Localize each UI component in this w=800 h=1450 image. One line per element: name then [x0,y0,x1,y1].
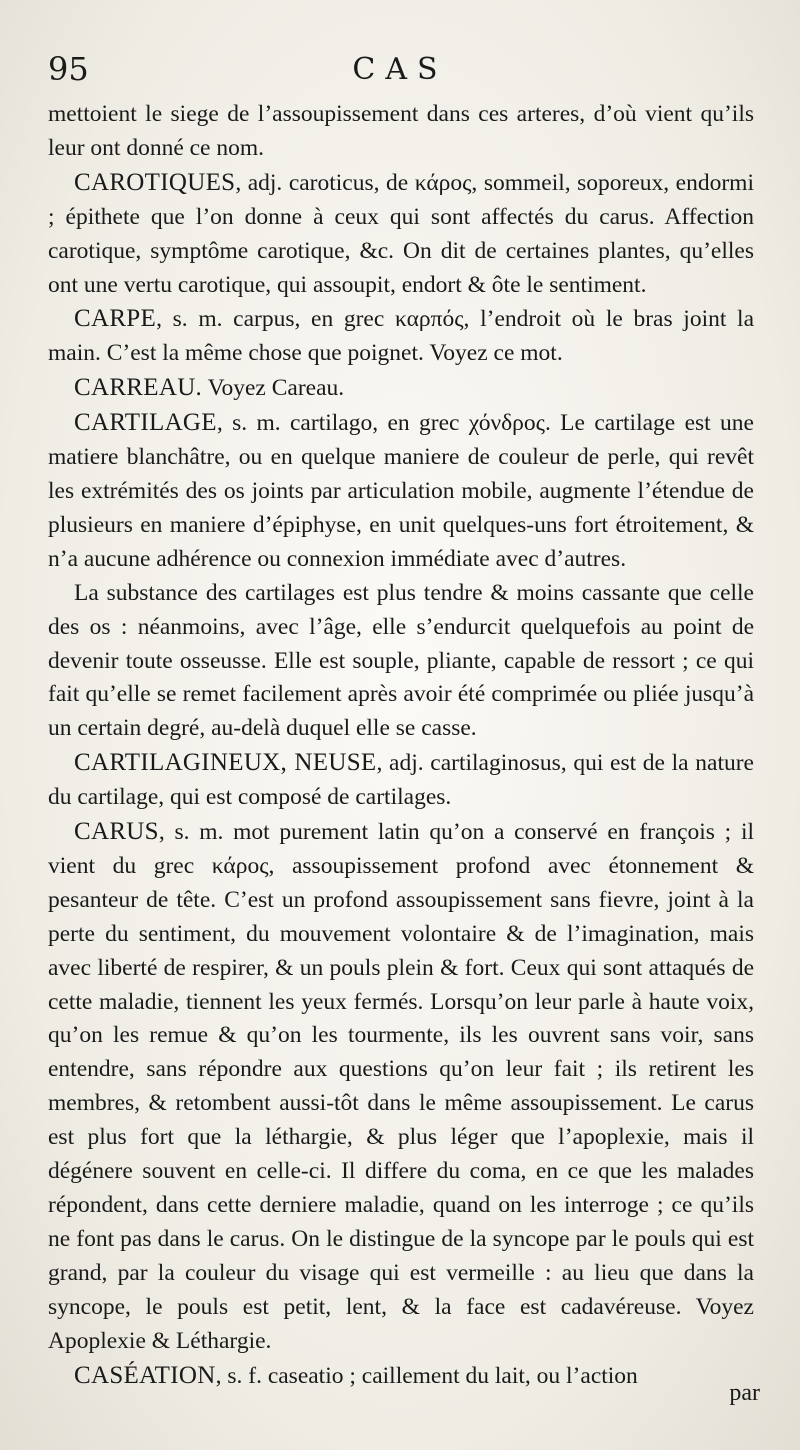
entry-headword: CARTILAGE [74,409,217,437]
entry-cartilage [48,406,754,577]
entry-headword: CARREAU. [74,374,203,402]
catchword: par [729,1380,760,1406]
entry-carotiques [48,166,754,303]
entry-text: , s. m. mot purement latin qu’on a conservé en françois ; il vient du grec κάρος, assoupissement profond avec étonnement & pesanteur de tête. C’est un profond assoupissement sans fievre, joint à la perte du sentiment, du mouvement volontaire & de l’imagination, mais avec liberté de respirer, & un pouls plein & fort. Ceux qui sont attaqués de cette maladie, tiennent les yeux fermés. Lorsqu’on leur parle à haute voix, qu’on les remue & qu’on les tourmente, ils les ouvrent sans voir, sans entendre, sans répondre aux questions qu’on leur fait ; ils retirent les membres, & retombent aussi-tôt dans le même assoupissement. Le carus est plus fort que la léthargie, & plus léger que l’apoplexie, mais il dégénere souvent en celle-ci. Il differe du coma, en ce que les malades répondent, dans cette derniere maladie, quand on les interroge ; ce qu’ils ne font pas dans le carus. On le distingue de la syncope par le pouls qui est grand, par la couleur du visage qui est vermeille : au lieu que dans la syncope, le pouls est petit, lent, & la face est cadavéreuse. Voyez Apoplexie & Léthargie. [48,819,754,1354]
page-header [40,50,760,94]
entry-headword: CASÉATION [74,1361,216,1389]
entry-text: , s. f. caseatio ; caillement du lait, ou l’action [215,1362,638,1389]
entry-text: mettoient le siege de l’assoupissement dans ces arteres, d’où vient qu’ils leur ont donné ce nom. [48,101,754,161]
entry-text: Voyez Careau. [207,375,345,402]
entry-headword: CARTILAGINEUX, NEUSE [74,749,377,777]
entry-carus [48,815,754,1359]
page-number: 95 [48,50,89,88]
entry-headword: CAROTIQUES [74,168,236,196]
entry-text: , adj. cartilaginosus, qui est de la nature du cartilage, qui est composé de cartilages. [48,750,754,811]
entry-headword: CARPE [74,305,157,333]
entry-headword: CARUS [74,818,159,846]
running-head: CAS [352,52,448,87]
entry-text: , s. m. cartilago, en grec χόνδρος. Le cartilage est une matiere blanchâtre, ou en quelque maniere de couleur de perle, qui revêt les extrémités des os joints par articulation mobile, augmente l’étendue de plusieurs en maniere d’épiphyse, en unit quelques-uns fort étroitement, & n’a aucune adhérence ou connexion immédiate avec d’autres. [48,410,754,572]
continuation-paragraph [48,98,754,166]
entry-carpe [48,302,754,371]
dictionary-text [48,98,754,1393]
cartilage-paragraph-2 [48,577,754,747]
entry-text: , s. m. carpus, en grec καρπός, l’endroit où le bras joint la main. C’est la même chose que poignet. Voyez ce mot. [48,306,754,367]
entry-text: La substance des cartilages est plus tendre & moins cassante que celle des os : néanmoins, avec l’âge, elle s’endurcit quelquefois au point de devenir toute osseusse. Elle est souple, pliante, capable de ressort ; ce qui fait qu’elle se remet facilement après avoir été comprimée ou pliée jusqu’à un certain degré, au-delà duquel elle se casse. [48,579,754,742]
entry-cartilagineux [48,746,754,815]
entry-carreau [48,371,754,406]
entry-text: , adj. caroticus, de κάρος, sommeil, soporeux, endormi ; épithete que l’on donne à ceux qui sont affectés du carus. Affection carotique, symptôme carotique, &c. On dit de certaines plantes, qu’elles ont une vertu carotique, qui assoupit, endort & ôte le sentiment. [48,169,754,298]
entry-caseation [48,1359,754,1394]
